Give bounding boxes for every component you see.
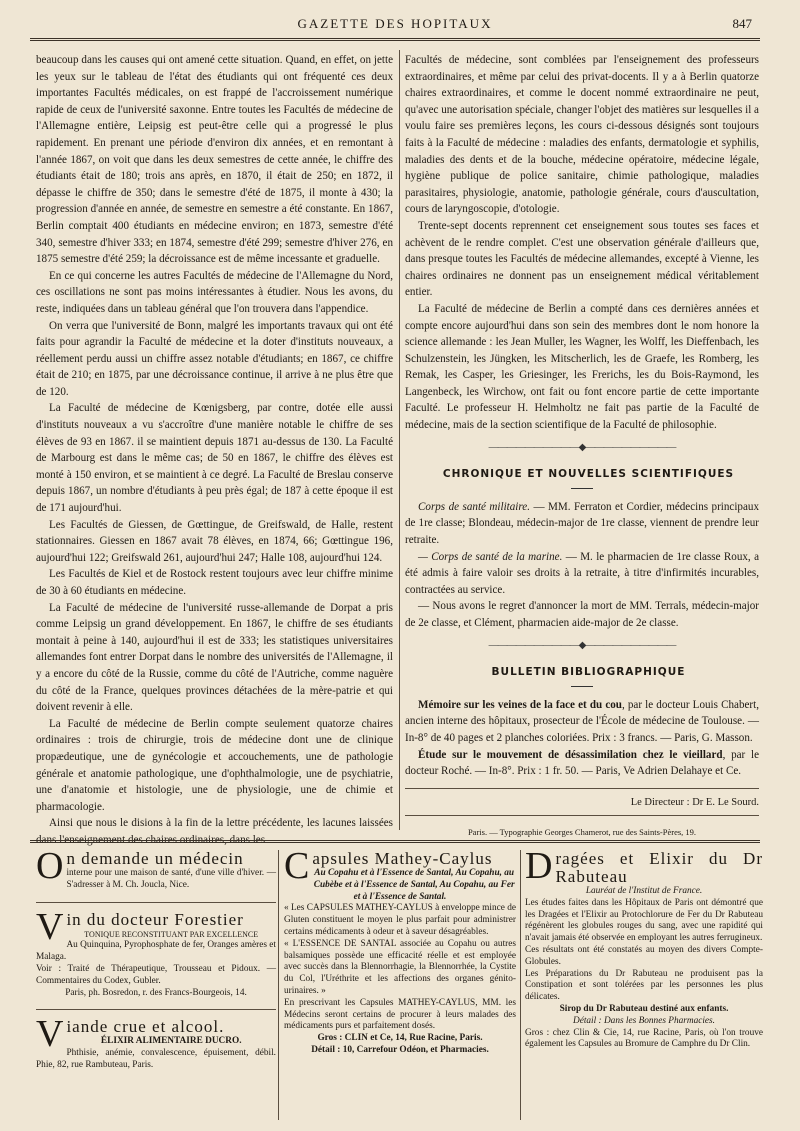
divider	[405, 788, 759, 789]
ad-heading: iande crue et alcool.	[66, 1017, 225, 1037]
bulletin-item	[405, 697, 759, 747]
ad-subtitle: Au Copahu et à l'Essence de Santal, Au Copahu, au Cubèbe et à l'Essence de Santal, Au Copahu, au Fer et à l'Essence de Santal.	[313, 868, 515, 902]
item-lead: Étude sur le mouvement de désassimilation chez le vieillard	[418, 748, 723, 761]
ad-rabuteau	[525, 845, 763, 1051]
drop-initial: D	[525, 845, 553, 887]
ad-gros: Gros : chez Clin & Cie, 14, rue Racine, Paris, où l'on trouve également les Capsules au Bromure de Camphre du Dr Clin.	[525, 1027, 763, 1050]
ad-subtitle: ÉLIXIR ALIMENTAIRE DUCRO.	[100, 1036, 242, 1047]
drop-initial: O	[36, 845, 64, 887]
bulletin-title: BULLETIN BIBLIOGRAPHIQUE	[491, 666, 686, 679]
item-lead: Corps de santé militaire.	[418, 500, 530, 513]
drop-initial: V	[36, 905, 64, 948]
item-text: , par le docteur Roché. — In-8°. Prix : 1 fr. 50. — Paris, Ve Adrien Delahaye et Ce.	[405, 748, 759, 778]
ad-subtitle: TONIQUE RECONSTITUANT PAR EXCELLENCE	[84, 929, 259, 939]
ad-text: « Les CAPSULES MATHEY-CAYLUS à enveloppe mince de Gluten constituent le moyen le plus parfait pour administrer certains médicaments à odeur et à saveur désagréables.	[284, 903, 516, 937]
chronique-item	[405, 598, 759, 631]
ad-detail: Détail : 10, Carrefour Odéon, et Pharmacies.	[311, 1044, 489, 1055]
ad-heading: apsules Mathey-Caylus	[312, 849, 493, 868]
item-lead: — Corps de santé de la marine.	[418, 550, 563, 563]
drop-initial: C	[284, 845, 310, 887]
column-divider	[399, 50, 400, 830]
ad-forestier	[36, 905, 276, 1000]
ad-address: Paris, ph. Bosredon, r. des Francs-Bourgeois, 14.	[65, 987, 247, 998]
paragraph: La Faculté de médecine de Berlin a compté dans ces dernières années et compte encore aujourd'hui dans son sein des membres dont le nom honore la science allemande : les Jean Muller, les Wagner, les Wolff, les Dieffenbach, les Schulzenstein, les Jüngken, les Mitscherlich, les de Graefe, les Romberg, les Remak, les Casper, les Griesinger, les Frerichs, les du Bois-Raymond, les Langenbeck, les Wirchow, ont fait ou font encore partie de cette importante Faculté. Le professeur H. Helmholtz ne fait pas partie de la Faculté de médecine, mais de la section scientifique de la Faculté de philosophie.	[405, 302, 759, 432]
advertisements	[30, 845, 765, 1120]
ad-text: Voir : Traité de Thérapeutique, Trousseau et Pidoux. — Commentaires du Codex, Gubler.	[36, 963, 276, 986]
ad-column-3	[525, 845, 763, 1061]
ad-subtitle: Lauréat de l'Institut de France.	[585, 886, 703, 896]
ad-capsules	[284, 845, 516, 1057]
item-text: — MM. Ferraton et Cordier, médecins principaux de 1re classe; Blondeau, médecin-major de 1re classe, viennent de prendre leur retraite.	[405, 500, 759, 547]
item-lead: Mémoire sur les veines de la face et du cou	[418, 698, 622, 711]
ad-viande	[36, 1013, 276, 1071]
paragraph: Les Facultés de Kiel et de Rostock restent toujours avec leur chiffre minime de 30 à 60 étudiants en médecine.	[36, 568, 393, 597]
ad-separator	[36, 1009, 276, 1010]
divider	[405, 815, 759, 816]
ad-text: « L'ESSENCE DE SANTAL associée au Copahu ou autres balsamiques possède une efficacité réelle et est employée avec succès dans la Blennorrhagie, la Blennorrhée, la Cystite du Col, l'Uréthrite et les affections des organes génito-urinaires. »	[284, 938, 516, 996]
ad-heading: ragées et Elixir du Dr Rabuteau	[555, 849, 763, 886]
ad-sirop: Sirop du Dr Rabuteau destiné aux enfants.	[559, 1003, 729, 1014]
ad-text: interne pour une maison de santé, d'une ville d'hiver. — S'adresser à M. Ch. Joucla, Nice.	[66, 868, 276, 890]
ad-column-1	[36, 845, 276, 1082]
ad-gros: Gros : CLIN et Ce, 14, Rue Racine, Paris.	[317, 1033, 483, 1044]
imprint-line: Paris. — Typographie Georges Chamerot, rue des Saints-Pères, 19.	[467, 827, 697, 838]
ad-text: En prescrivant les Capsules MATHEY-CAYLUS, MM. les Médecins seront certains de procurer à leurs malades des médicaments purs et parfaitement dosés.	[284, 997, 516, 1032]
item-text: , par le docteur Louis Chabert, ancien interne des hôpitaux, prosecteur de l'École de médecine de Toulouse. — In-8° de 40 pages et 2 planches coloriées. Prix : 3 francs. — Paris, G. Masson.	[405, 698, 759, 744]
bulletin-item	[405, 747, 759, 780]
ad-heading: in du docteur Forestier	[66, 909, 244, 929]
ad-medecin	[36, 845, 276, 892]
ad-divider	[520, 850, 521, 1120]
ad-detail: Détail : Dans les Bonnes Pharmacies.	[572, 1015, 715, 1026]
paragraph: beaucoup dans les causes qui ont amené cette situation. Quand, en effet, on jette les yeux sur le tableau de l'état des étudiants qui ont fréquenté ces deux importantes Facultés médicales, on est frappé de l'accroissement numérique rapide de ceux de l'université saxonne. Entre toutes les Facultés de médecine de l'Allemagne entière, Leipsig est peut-être celle qui a progressé le plus rapidement. En prenant une période d'environ dix années, et en remontant à l'année 1867, on voit que dans les deux semestres de cette année, le chiffre des étudiants était de 180; trois ans après, en 1870, il était de 250; en 1872, il dépasse le chiffre de 350; dans le semestre d'été de 1875, il monte à 430; la progression d'année en année, de semestre en semestre a été constante. En 1867, Berlin comptait 400 étudiants en médecine environ; en 1873, semestre d'été 340, semestre d'hiver 333; en 1874, semestre d'été 299; semestre d'hiver 276, en 1875 semestre d'été 259; la décroissance est de même incessante et graduelle.	[36, 54, 393, 266]
chronique-item	[405, 499, 759, 549]
paragraph: Ainsi que nous le disions à la fin de la lettre précédente, les lacunes laissées dans l'enseignement des chaires ordinaires, dans les	[36, 817, 393, 846]
ad-text: Les Préparations du Dr Rabuteau ne produisent pas la Constipation et sont tolérées par les personnes les plus délicates.	[525, 968, 763, 1003]
ads-rule	[30, 840, 760, 843]
paragraph: Trente-sept docents reprennent cet enseignement sous toutes ses faces et achèvent de le rendre complet. C'est une observation générale d'ailleurs que, dans presque toutes les Facultés de médecine allemandes, excepté à Vienne, les chaires ordinaires ne donnent pas un enseignement médical véritablement entier.	[405, 219, 759, 299]
paragraph: En ce qui concerne les autres Facultés de médecine de l'Allemagne du Nord, ces oscillations ne sont pas moins intéressantes à étudier. Nous les avons, du reste, indiquées dans un tableau général que l'on trouvera dans l'appendice.	[36, 269, 393, 315]
chronique-item	[405, 549, 759, 599]
title-rule	[571, 488, 593, 489]
section-ornament: ——————————◆——————————	[488, 441, 676, 453]
ad-heading: n demande un médecin	[66, 849, 244, 868]
ad-separator	[36, 902, 276, 903]
paragraph: La Faculté de médecine de l'université russe-allemande de Dorpat a pris comme Leipsig un grand développement. En 1867, le chiffre de ses étudiants montait à peine à 140, aujourd'hui il est de 333; les statistiques universitaires allemandes font entrer Dorpat dans le nombre des universités de l'Allemagne, il y a encore du côté de la Russie, comme du côté de l'Autriche, comme naguère du côté de la France, quelques provinces détachées de la mère-patrie et qui doivent revenir à elle.	[36, 601, 393, 714]
ad-column-2	[284, 845, 516, 1067]
paragraph: On verra que l'université de Bonn, malgré les importants travaux qui ont été faits pour agrandir la Faculté de médecine et la doter d'instituts nouveaux, a réellement perdu aussi un chiffre assez notable d'étudiants; en 1867, ce chiffre était de 210; en 1875, par une décroissance continue, il arrive à ne plus être que de 120.	[36, 319, 393, 398]
ad-text: Ces résultats ont été constatés au moyen des divers Compte-Globules.	[525, 944, 763, 967]
ad-divider	[278, 850, 279, 1120]
paragraph: Facultés de médecine, sont comblées par l'enseignement des professeurs extraordinaires, et même par celui des privat-docents. Il y a à Berlin quatorze chaires extraordinaires, et comme le docent nommé extraordinaire ne peut, qu'avec une autorisation spéciale, changer l'objet des matières sur lesquelles il a voulu faire ses premières leçons, les cours ci-dessous désignés sont toujours faits à la Faculté de médecine : maladies des enfants, dermatologie et syphilis, maladies des dents et de la bouche, médecine opératoire, médecine légale, hygiène publique de police sanitaire, chimie pathologique, maladies parasitaires, physiologie, anatomie, pathologie générale, cours d'auscultation, cours de laryngoscopie, d'otologie.	[405, 54, 759, 216]
page-number: 847	[732, 16, 752, 31]
ad-text: Les études faites dans les Hôpitaux de Paris ont démontré que les Dragées et l'Elixir au Protochlorure de Fer du Dr Rabuteau régénèrent les globules rouges du sang, avec une rapidité qui n'avait jamais été observée en employant les autres ferrugineux.	[525, 897, 763, 944]
title-rule	[571, 686, 593, 687]
drop-initial: V	[36, 1013, 64, 1056]
page-header	[30, 10, 760, 38]
header-rule	[30, 38, 760, 41]
section-ornament: ——————————◆——————————	[488, 639, 676, 651]
journal-title: GAZETTE DES HOPITAUX	[297, 16, 493, 31]
chronique-title: CHRONIQUE ET NOUVELLES SCIENTIFIQUES	[442, 468, 735, 481]
right-column	[405, 52, 759, 841]
paragraph: Les Facultés de Giessen, de Gœttingue, de Greifswald, de Halle, restent stationnaires. Giessen en 1867 avait 78 élèves, en 1874, 66; Gœttingue 196, aujourd'hui 122; Greifswald 261, aujourd'hui 247; Halle 108, aujourd'hui 124.	[36, 518, 393, 564]
ad-text: Au Quinquina, Pyrophosphate de fer, Oranges amères et Malaga.	[36, 940, 276, 963]
left-column	[36, 52, 393, 849]
item-text: — M. le pharmacien de 1re classe Roux, a été admis à faire valoir ses droits à la retraite, à titre d'infirmités incurables, contractées au service.	[405, 550, 759, 596]
paragraph: La Faculté de médecine de Kœnigsberg, par contre, dotée elle aussi d'instituts nouveaux a vu s'accroître d'une manière notable le chiffre de ses élèves de 93 en 1867. il se maintient depuis 1871 au-dessus de 130. La Faculté de Marbourg est dans le même cas; de 50 en 1867, le chiffre des élèves est monté à 150 environ, et se maintient à ce degré. La Faculté de Breslau conserve depuis 1867, un nombre d'étudiants à peu près égal; de 187 à cette époque il est de 171 aujourd'hui.	[36, 402, 393, 515]
item-text: — Nous avons le regret d'annoncer la mort de MM. Terrals, médecin-major de 2e classe, et Clément, pharmacien aide-major de 2e classe.	[405, 600, 759, 629]
directeur-line: Le Directeur : Dr E. Le Sourd.	[630, 796, 759, 808]
paragraph: La Faculté de médecine de Berlin compte seulement quatorze chaires ordinaires : trois de chirurgie, trois de médecine dont une de clinique propædeutique, une de gynécologie et accouchements, une de pathologie générale et anatomie pathologique, une d'ophthalmologie, une de psychiatrie, une d'anatomie et histologie, une de physiologie, une de chimie et pharmacologie.	[36, 717, 393, 813]
ad-text: Phthisie, anémie, convalescence, épuisement, débil. Phie, 82, rue Rambuteau, Paris.	[36, 1048, 276, 1070]
